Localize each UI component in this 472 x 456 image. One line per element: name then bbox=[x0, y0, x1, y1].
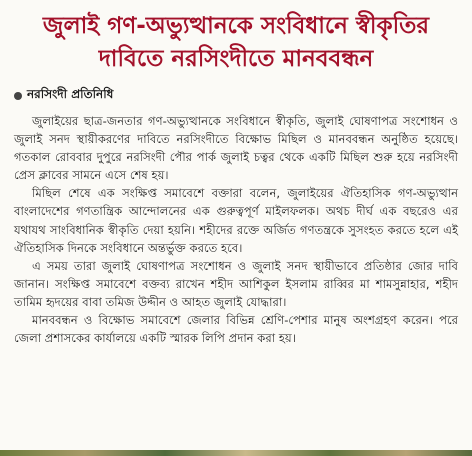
article-headline: জুলাই গণ-অভ্যুত্থানকে সংবিধানে স্বীকৃতির দাবিতে নরসিংদীতে মানববন্ধন bbox=[42, 13, 430, 72]
photo-strip bbox=[0, 450, 472, 456]
paragraph-1: জুলাইয়ের ছাত্র-জনতার গণ-অভ্যুত্থানকে সংবিধানে স্বীকৃতি, জুলাই ঘোষণাপত্র সংশোধন ও জুলাই সনদ স্থায়ীকরণের দাবিতে নরসিংদীতে বিক্ষোভ মিছিল ও মানববন্ধন অনুষ্ঠিত হয়েছে। গতকাল রোববার দুপুরে নরসিংদী পৌর পার্ক জুলাই চত্বর থেকে একটি মিছিল শুরু হয়ে নরসিংদী প্রেস ক্লাবের সামনে এসে শেষ হয়। bbox=[14, 114, 458, 183]
byline bbox=[14, 86, 458, 106]
paragraph-3: এ সময় তারা জুলাই ঘোষণাপত্র সংশোধন ও জুলাই সনদ স্থায়ীভাবে প্রতিষ্ঠার জোর দাবি জানান। সংক্ষিপ্ত সমাবেশে বক্তব্য রাখেন শহীদ আশিকুল ইসলাম রাব্বির মা শামসুন্নাহার, শহীদ তামিম হৃদয়ের বাবা তমিজ উদ্দীন ও আহত জুলাই যোদ্ধারা। bbox=[14, 258, 458, 309]
byline-text: নরসিংদী প্রতিনিধি bbox=[27, 87, 114, 101]
bullet-dot-icon bbox=[14, 92, 22, 100]
paragraph-4: মানববন্ধন ও বিক্ষোভ সমাবেশে জেলার বিভিন্ন শ্রেণি-পেশার মানুষ অংশগ্রহণ করেন। পরে জেলা প্রশাসকের কার্যালয়ে একটি স্মারক লিপি প্রদান করা হয়। bbox=[14, 313, 458, 346]
paragraph-2: মিছিল শেষে এক সংক্ষিপ্ত সমাবেশে বক্তারা বলেন, জুলাইয়ের ঐতিহাসিক গণ-অভ্যুত্থান বাংলাদেশের গণতান্ত্রিক আন্দোলনের এক গুরুত্বপূর্ণ মাইলফলক। অথচ দীর্ঘ এক বছরেও এর যথাযথ সাংবিধানিক স্বীকৃতি দেয়া হয়নি। শহীদের রক্তে অর্জিত গণতন্ত্রকে সুসংহত করতে হলে এই ঐতিহাসিক দিনকে সংবিধানে অন্তর্ভুক্ত করতে হবে। bbox=[14, 186, 458, 255]
article-body bbox=[14, 112, 458, 347]
